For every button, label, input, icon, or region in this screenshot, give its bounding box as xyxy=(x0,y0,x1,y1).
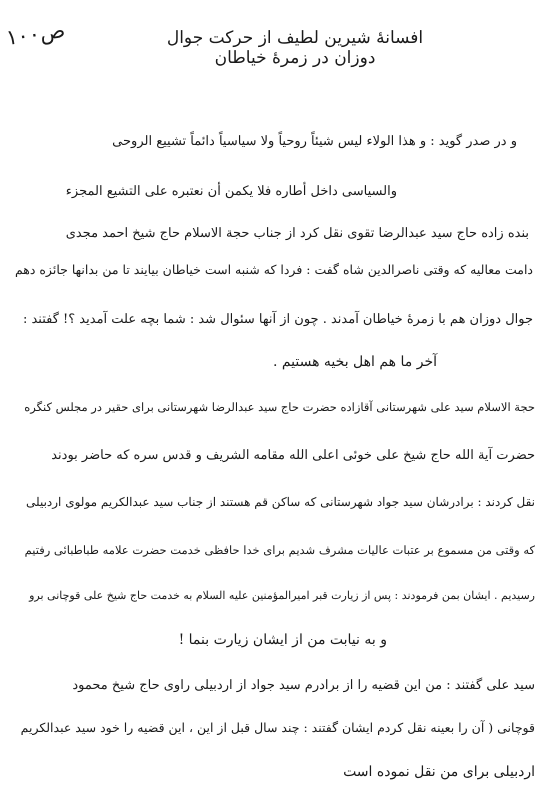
page-title: افسانهٔ شیرین لطیف از حرکت جوال دوزان در زمرهٔ خیاطان xyxy=(166,28,424,68)
text-line: اردبیلی برای من نقل نموده است xyxy=(343,764,535,780)
text-line: قوچانی ( آن را بعینه نقل کردم ایشان گفتند : چند سال قبل از این ، این قضیه را خود سید عبدالکریم xyxy=(20,720,535,735)
text-line: و به نیابت من از ایشان زیارت بنما ! xyxy=(178,632,387,648)
text-line: حجة الاسلام سید علی شهرستانی آقازاده حضرت حاج سید عبدالرضا شهرستانی برای حقیر در مجلس کنگره xyxy=(24,400,535,414)
text-line: والسیاسی داخل أطاره فلا یکمن أن نعتبره علی التشیع المجزء xyxy=(65,184,397,199)
text-line: نقل کردند : برادرشان سید جواد شهرستانی که ساکن قم هستند از جناب سید عبدالکریم مولوی اردبیلی xyxy=(25,495,535,509)
text-line: سید علی گفتند : من این قضیه را از برادرم سید جواد از اردبیلی راوی حاج شیخ محمود xyxy=(72,678,535,693)
text-line: دامت معالیه که وقتی ناصرالدین شاه گفت : فردا که شنبه است خیاطان بیایند تا من بدانها جائزه دهم xyxy=(14,262,533,277)
text-line: که وقتی من مسموع بر عتبات عالیات مشرف شدیم برای خدا حافظی خدمت حضرت علامه طباطبائی رفتیم xyxy=(24,543,535,557)
text-line: جوال دوزان هم با زمرهٔ خیاطان آمدند . چون از آنها سئوال شد : شما بچه علت آمدید ؟! گفتند : xyxy=(22,312,533,327)
text-line: حضرت آیة الله حاج شیخ علی خوئی اعلی الله مقامه الشریف و قدس سره که حاضر بودند xyxy=(51,448,535,463)
text-line: آخر ما هم اهل بخیه هستیم . xyxy=(272,354,437,370)
text-line: بنده زاده حاج سید عبدالرضا تقوی نقل کرد از جناب حجة الاسلام حاج شیخ احمد مجدی xyxy=(65,226,529,241)
text-line: رسیدیم . ایشان بمن فرمودند : پس از زیارت قبر امیرالمؤمنین علیه السلام به خدمت حاج شیخ علی قوچانی برو xyxy=(29,589,535,602)
text-line: و در صدر گوید : و هذا الولاء لیس شیئاً روحیاً ولا سیاسیاً دائماً تشییع الروحی xyxy=(112,134,517,149)
page-number: ص۱۰۰ xyxy=(4,17,67,51)
